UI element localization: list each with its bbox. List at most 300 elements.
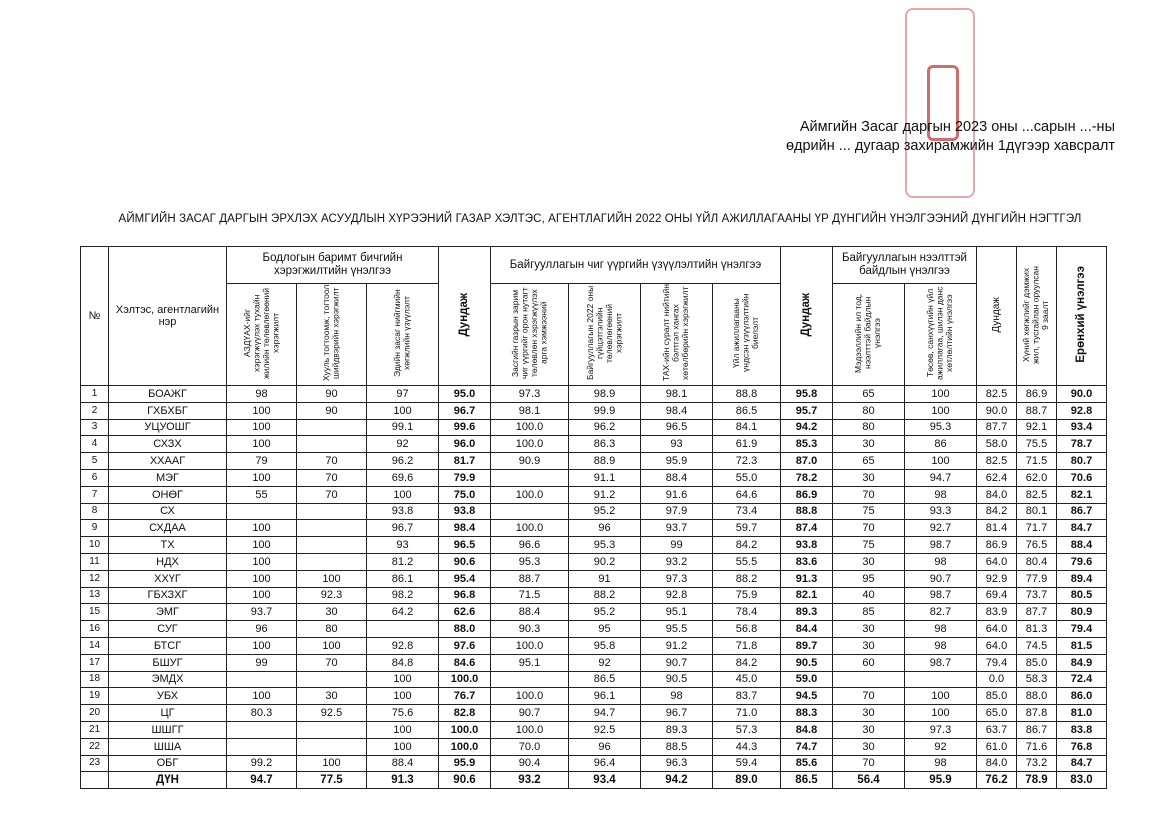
row-number-cell: 5 bbox=[81, 453, 109, 470]
score-cell: 73.7 bbox=[1017, 587, 1057, 604]
score-cell: 88.2 bbox=[713, 570, 781, 587]
score-cell: 70 bbox=[833, 486, 905, 503]
score-cell: 86.9 bbox=[977, 537, 1017, 554]
unit-name-cell: СУГ bbox=[109, 621, 227, 638]
score-cell: 100 bbox=[905, 402, 977, 419]
score-cell bbox=[905, 671, 977, 688]
score-cell: 83.9 bbox=[977, 604, 1017, 621]
row-number-cell: 22 bbox=[81, 738, 109, 755]
score-cell: 100.0 bbox=[491, 486, 569, 503]
group-openness-header: Байгууллагын нээлттэй байдлын үнэлгээ bbox=[833, 247, 977, 284]
table-row bbox=[81, 604, 1107, 621]
score-cell bbox=[297, 553, 367, 570]
row-number-cell: 9 bbox=[81, 520, 109, 537]
row-number-cell: 8 bbox=[81, 503, 109, 520]
document-header bbox=[786, 118, 1115, 156]
score-cell: 72.4 bbox=[1057, 671, 1107, 688]
score-cell: 97 bbox=[367, 386, 439, 403]
score-cell: 63.7 bbox=[977, 721, 1017, 738]
row-number-cell: 21 bbox=[81, 721, 109, 738]
unit-name-cell: НДХ bbox=[109, 553, 227, 570]
score-cell: 92.8 bbox=[1057, 402, 1107, 419]
score-cell: 83.0 bbox=[1057, 772, 1107, 789]
score-cell: 80.4 bbox=[1017, 553, 1057, 570]
score-cell: 88.5 bbox=[641, 738, 713, 755]
sub-header-3: Эдийн засаг нийгмийн хөгжлийн үзүүлэлт bbox=[367, 284, 439, 386]
score-cell: 95.9 bbox=[439, 755, 491, 772]
score-cell: 95.3 bbox=[491, 553, 569, 570]
score-cell: 100 bbox=[905, 386, 977, 403]
score-cell: 96.3 bbox=[641, 755, 713, 772]
score-cell: 100 bbox=[227, 469, 297, 486]
score-cell: 87.7 bbox=[1017, 604, 1057, 621]
score-cell: 84.9 bbox=[1057, 654, 1107, 671]
score-cell: 83.7 bbox=[713, 688, 781, 705]
score-cell: 86.5 bbox=[713, 402, 781, 419]
score-cell: 90.5 bbox=[781, 654, 833, 671]
row-number-cell: 15 bbox=[81, 604, 109, 621]
score-cell: 60 bbox=[833, 654, 905, 671]
score-cell: 55.5 bbox=[713, 553, 781, 570]
score-cell: 88.4 bbox=[641, 469, 713, 486]
score-cell: 81.7 bbox=[439, 453, 491, 470]
score-cell: 90.0 bbox=[977, 402, 1017, 419]
score-cell: 100 bbox=[297, 755, 367, 772]
score-cell: 91.6 bbox=[641, 486, 713, 503]
score-cell: 84.7 bbox=[1057, 520, 1107, 537]
score-cell bbox=[297, 721, 367, 738]
score-cell: 86.9 bbox=[1017, 386, 1057, 403]
score-cell: 86.9 bbox=[781, 486, 833, 503]
score-cell: 72.3 bbox=[713, 453, 781, 470]
score-cell bbox=[491, 503, 569, 520]
col-num-header: № bbox=[81, 247, 109, 386]
score-cell: 57.3 bbox=[713, 721, 781, 738]
unit-name-cell: СХДАА bbox=[109, 520, 227, 537]
score-cell: 98.7 bbox=[905, 654, 977, 671]
score-cell: 76.5 bbox=[1017, 537, 1057, 554]
score-cell: 100 bbox=[227, 688, 297, 705]
score-cell: 84.2 bbox=[713, 537, 781, 554]
row-number-cell: 13 bbox=[81, 587, 109, 604]
score-cell: 73.2 bbox=[1017, 755, 1057, 772]
table-row bbox=[81, 755, 1107, 772]
score-cell: 100 bbox=[227, 537, 297, 554]
score-cell: 90.7 bbox=[905, 570, 977, 587]
row-number-cell: 17 bbox=[81, 654, 109, 671]
score-cell: 81.0 bbox=[1057, 705, 1107, 722]
score-cell: 94.5 bbox=[781, 688, 833, 705]
score-cell: 94.7 bbox=[227, 772, 297, 789]
table-row bbox=[81, 419, 1107, 436]
score-cell: 75 bbox=[833, 503, 905, 520]
score-cell: 100 bbox=[227, 419, 297, 436]
score-cell: 96.7 bbox=[439, 402, 491, 419]
score-cell: 76.7 bbox=[439, 688, 491, 705]
score-cell: 87.4 bbox=[781, 520, 833, 537]
unit-name-cell: ХХҮГ bbox=[109, 570, 227, 587]
score-cell: 30 bbox=[833, 621, 905, 638]
score-cell: 88.3 bbox=[781, 705, 833, 722]
score-cell: 69.4 bbox=[977, 587, 1017, 604]
score-cell: 94.7 bbox=[569, 705, 641, 722]
row-number-cell: 16 bbox=[81, 621, 109, 638]
score-cell: 88.7 bbox=[1017, 402, 1057, 419]
unit-name-cell: ОБГ bbox=[109, 755, 227, 772]
score-cell: 44.3 bbox=[713, 738, 781, 755]
score-cell: 93 bbox=[641, 436, 713, 453]
score-cell: 92 bbox=[569, 654, 641, 671]
score-cell: 92.3 bbox=[297, 587, 367, 604]
score-cell: 84.8 bbox=[781, 721, 833, 738]
table-row bbox=[81, 469, 1107, 486]
table-row bbox=[81, 587, 1107, 604]
score-cell: 84.2 bbox=[977, 503, 1017, 520]
unit-name-cell: ХХААГ bbox=[109, 453, 227, 470]
score-cell: 95.9 bbox=[641, 453, 713, 470]
score-cell: 88.8 bbox=[713, 386, 781, 403]
score-cell bbox=[833, 671, 905, 688]
score-cell: 93.7 bbox=[227, 604, 297, 621]
score-cell: 100 bbox=[227, 553, 297, 570]
score-cell: 95.1 bbox=[491, 654, 569, 671]
score-cell: 90.2 bbox=[569, 553, 641, 570]
sub-header-5: Засгийн газрын зарим чиг үүргийг орон нутагт төлөвлөн хэрэгжүүлэх арга хэмжээний bbox=[491, 284, 569, 386]
row-number-cell: 6 bbox=[81, 469, 109, 486]
score-cell bbox=[297, 671, 367, 688]
score-cell: 58.0 bbox=[977, 436, 1017, 453]
score-cell: 30 bbox=[833, 469, 905, 486]
unit-name-cell: ЭМГ bbox=[109, 604, 227, 621]
score-cell: 61.9 bbox=[713, 436, 781, 453]
score-cell: 62.6 bbox=[439, 604, 491, 621]
score-cell: 90.3 bbox=[491, 621, 569, 638]
score-cell: 98 bbox=[905, 553, 977, 570]
score-cell: 100 bbox=[367, 402, 439, 419]
sub-header-2: Хууль тогтоомж, тогтоол шийдвэрийн хэрэгжилт bbox=[297, 284, 367, 386]
sub-header-11: Төсөв, санхүүгийн үйл ажиллагаа, шилэн данс хөтлөлтийн үнэлгээ bbox=[905, 284, 977, 386]
score-cell: 80 bbox=[833, 419, 905, 436]
score-cell: 78.4 bbox=[713, 604, 781, 621]
score-cell: 100 bbox=[297, 570, 367, 587]
score-cell: 86.5 bbox=[569, 671, 641, 688]
score-cell bbox=[227, 721, 297, 738]
score-cell: 97.6 bbox=[439, 637, 491, 654]
score-cell: 90.9 bbox=[491, 453, 569, 470]
score-cell: 59.4 bbox=[713, 755, 781, 772]
score-cell: 95.2 bbox=[569, 503, 641, 520]
score-cell: 77.5 bbox=[297, 772, 367, 789]
evaluation-table bbox=[80, 246, 1107, 789]
score-cell: 96.8 bbox=[439, 587, 491, 604]
score-cell: 95 bbox=[833, 570, 905, 587]
score-cell: 96.2 bbox=[569, 419, 641, 436]
score-cell: 90.6 bbox=[439, 772, 491, 789]
unit-name-cell: УЦУОШГ bbox=[109, 419, 227, 436]
score-cell: 65 bbox=[833, 453, 905, 470]
score-cell: 80.5 bbox=[1057, 587, 1107, 604]
score-cell: 88.9 bbox=[569, 453, 641, 470]
table-row bbox=[81, 553, 1107, 570]
unit-name-cell: БОАЖГ bbox=[109, 386, 227, 403]
score-cell: 74.5 bbox=[1017, 637, 1057, 654]
score-cell: 100 bbox=[227, 587, 297, 604]
official-stamp bbox=[905, 8, 975, 198]
score-cell: 84.0 bbox=[977, 755, 1017, 772]
score-cell: 86.7 bbox=[1017, 721, 1057, 738]
unit-name-cell: БШУГ bbox=[109, 654, 227, 671]
score-cell: 89.4 bbox=[1057, 570, 1107, 587]
score-cell: 79.4 bbox=[977, 654, 1017, 671]
unit-name-cell: БТСГ bbox=[109, 637, 227, 654]
score-cell: 97.3 bbox=[641, 570, 713, 587]
score-cell: 82.8 bbox=[439, 705, 491, 722]
table-row bbox=[81, 537, 1107, 554]
score-cell: 71.5 bbox=[491, 587, 569, 604]
score-cell: 98 bbox=[641, 688, 713, 705]
score-cell: 97.3 bbox=[491, 386, 569, 403]
score-cell: 93.8 bbox=[781, 537, 833, 554]
score-cell: 89.0 bbox=[713, 772, 781, 789]
score-cell: 93.8 bbox=[367, 503, 439, 520]
unit-name-cell: ТХ bbox=[109, 537, 227, 554]
table-row bbox=[81, 520, 1107, 537]
score-cell: 64.0 bbox=[977, 637, 1017, 654]
score-cell: 100.0 bbox=[491, 721, 569, 738]
score-cell: 99.9 bbox=[569, 402, 641, 419]
table-row bbox=[81, 386, 1107, 403]
score-cell: 96.5 bbox=[439, 537, 491, 554]
score-cell: 82.7 bbox=[905, 604, 977, 621]
score-cell: 93.4 bbox=[1057, 419, 1107, 436]
score-cell: 64.2 bbox=[367, 604, 439, 621]
score-cell: 84.8 bbox=[367, 654, 439, 671]
score-cell: 100.0 bbox=[491, 436, 569, 453]
score-cell: 80.9 bbox=[1057, 604, 1107, 621]
score-cell: 98 bbox=[905, 755, 977, 772]
score-cell: 98 bbox=[905, 486, 977, 503]
score-cell: 90.5 bbox=[641, 671, 713, 688]
score-cell: 91.2 bbox=[641, 637, 713, 654]
unit-name-cell: УБХ bbox=[109, 688, 227, 705]
score-cell: 79 bbox=[227, 453, 297, 470]
table-row bbox=[81, 738, 1107, 755]
table-row bbox=[81, 637, 1107, 654]
score-cell: 30 bbox=[833, 721, 905, 738]
score-cell: 80.3 bbox=[227, 705, 297, 722]
header-line-2: өдрийн ... дугаар захирамжийн 1дүгээр хавсралт bbox=[785, 138, 1115, 154]
score-cell bbox=[297, 503, 367, 520]
table-row bbox=[81, 436, 1107, 453]
score-cell: 70 bbox=[833, 688, 905, 705]
score-cell: 84.0 bbox=[977, 486, 1017, 503]
score-cell: 98.4 bbox=[439, 520, 491, 537]
score-cell bbox=[491, 671, 569, 688]
score-cell: 85.0 bbox=[1017, 654, 1057, 671]
score-cell: 91.2 bbox=[569, 486, 641, 503]
score-cell: 70 bbox=[297, 486, 367, 503]
score-cell: 100.0 bbox=[439, 671, 491, 688]
sub-header-13: Хүний хөгжлийг дэмжих жил, тусгайлан оруулсан 9 заалт bbox=[1017, 247, 1057, 386]
score-cell: 90.7 bbox=[491, 705, 569, 722]
score-cell: 82.5 bbox=[977, 453, 1017, 470]
score-cell: 75.5 bbox=[1017, 436, 1057, 453]
score-cell: 85.6 bbox=[781, 755, 833, 772]
score-cell: 92.8 bbox=[367, 637, 439, 654]
score-cell: 82.1 bbox=[1057, 486, 1107, 503]
score-cell: 78.2 bbox=[781, 469, 833, 486]
score-cell: 82.5 bbox=[977, 386, 1017, 403]
score-cell: 95.4 bbox=[439, 570, 491, 587]
score-cell: 30 bbox=[833, 637, 905, 654]
score-cell: 90 bbox=[297, 402, 367, 419]
score-cell: 88.4 bbox=[1057, 537, 1107, 554]
sub-header-8: Үйл ажиллагааны үндсэн үзүүлэлтийн биелэлт bbox=[713, 284, 781, 386]
score-cell: 69.6 bbox=[367, 469, 439, 486]
score-cell: 99 bbox=[227, 654, 297, 671]
score-cell: 89.3 bbox=[641, 721, 713, 738]
table-row bbox=[81, 453, 1107, 470]
score-cell: 96.7 bbox=[641, 705, 713, 722]
score-cell: 71.5 bbox=[1017, 453, 1057, 470]
row-number-cell: 1 bbox=[81, 386, 109, 403]
score-cell: 56.4 bbox=[833, 772, 905, 789]
table-row bbox=[81, 671, 1107, 688]
score-cell: 96 bbox=[569, 520, 641, 537]
score-cell: 93.7 bbox=[641, 520, 713, 537]
score-cell: 91.1 bbox=[569, 469, 641, 486]
score-cell: 81.3 bbox=[1017, 621, 1057, 638]
score-cell: 70 bbox=[833, 520, 905, 537]
score-cell: 100 bbox=[367, 486, 439, 503]
score-cell: 87.0 bbox=[781, 453, 833, 470]
sub-header-14: Ерөнхий үнэлгээ bbox=[1057, 247, 1107, 386]
score-cell: 80 bbox=[297, 621, 367, 638]
score-cell: 76.2 bbox=[977, 772, 1017, 789]
table-row bbox=[81, 705, 1107, 722]
table-row bbox=[81, 486, 1107, 503]
score-cell: 78.7 bbox=[1057, 436, 1107, 453]
score-cell: 88.8 bbox=[781, 503, 833, 520]
score-cell: 96 bbox=[569, 738, 641, 755]
unit-name-cell: СХЗХ bbox=[109, 436, 227, 453]
unit-name-cell: СХ bbox=[109, 503, 227, 520]
score-cell: 93.3 bbox=[905, 503, 977, 520]
score-cell bbox=[227, 671, 297, 688]
table-row bbox=[81, 503, 1107, 520]
table-row bbox=[81, 402, 1107, 419]
score-cell: 95.3 bbox=[905, 419, 977, 436]
score-cell: 93.2 bbox=[491, 772, 569, 789]
score-cell: 92.9 bbox=[977, 570, 1017, 587]
score-cell bbox=[491, 469, 569, 486]
score-cell: 88.4 bbox=[491, 604, 569, 621]
score-cell: 75.6 bbox=[367, 705, 439, 722]
score-cell: 98.1 bbox=[491, 402, 569, 419]
score-cell: 93.8 bbox=[439, 503, 491, 520]
score-cell: 96.6 bbox=[491, 537, 569, 554]
score-cell: 95.8 bbox=[781, 386, 833, 403]
score-cell: 71.8 bbox=[713, 637, 781, 654]
score-cell: 71.6 bbox=[1017, 738, 1057, 755]
score-cell: 96.0 bbox=[439, 436, 491, 453]
score-cell: 55.0 bbox=[713, 469, 781, 486]
score-cell: 80.7 bbox=[1057, 453, 1107, 470]
score-cell: 86.0 bbox=[1057, 688, 1107, 705]
sub-header-12: Дундаж bbox=[977, 247, 1017, 386]
score-cell: 86.7 bbox=[1057, 503, 1107, 520]
score-cell: 62.4 bbox=[977, 469, 1017, 486]
score-cell: 89.3 bbox=[781, 604, 833, 621]
row-number-cell: 18 bbox=[81, 671, 109, 688]
score-cell: 30 bbox=[833, 738, 905, 755]
score-cell: 89.7 bbox=[781, 637, 833, 654]
score-cell: 95.0 bbox=[439, 386, 491, 403]
score-cell: 98.9 bbox=[569, 386, 641, 403]
score-cell: 88.0 bbox=[439, 621, 491, 638]
score-cell: 62.0 bbox=[1017, 469, 1057, 486]
score-cell: 98.1 bbox=[641, 386, 713, 403]
table-row bbox=[81, 654, 1107, 671]
score-cell: 64.0 bbox=[977, 621, 1017, 638]
score-cell: 91 bbox=[569, 570, 641, 587]
unit-name-cell: ОНӨГ bbox=[109, 486, 227, 503]
score-cell: 91.3 bbox=[781, 570, 833, 587]
group-function-header: Байгууллагын чиг үүргийн үзүүлэлтийн үнэлгээ bbox=[491, 247, 781, 284]
score-cell: 95.9 bbox=[905, 772, 977, 789]
score-cell bbox=[297, 436, 367, 453]
score-cell: 93 bbox=[367, 537, 439, 554]
row-number-cell: 11 bbox=[81, 553, 109, 570]
score-cell: 90.6 bbox=[439, 553, 491, 570]
score-cell: 92 bbox=[367, 436, 439, 453]
score-cell: 58.3 bbox=[1017, 671, 1057, 688]
header-line-1: Аймгийн Засаг даргын 2023 оны ...сарын ...-ны bbox=[799, 119, 1115, 135]
score-cell: 71.7 bbox=[1017, 520, 1057, 537]
score-cell: 92.8 bbox=[641, 587, 713, 604]
score-cell: 98 bbox=[227, 386, 297, 403]
score-cell: 90 bbox=[297, 386, 367, 403]
score-cell: 95.1 bbox=[641, 604, 713, 621]
score-cell: 94.7 bbox=[905, 469, 977, 486]
score-cell: 100.0 bbox=[439, 738, 491, 755]
score-cell: 90.0 bbox=[1057, 386, 1107, 403]
score-cell: 95.7 bbox=[781, 402, 833, 419]
score-cell: 96.2 bbox=[367, 453, 439, 470]
score-cell: 92 bbox=[905, 738, 977, 755]
score-cell: 73.4 bbox=[713, 503, 781, 520]
score-cell: 30 bbox=[297, 604, 367, 621]
score-cell: 95.2 bbox=[569, 604, 641, 621]
score-cell: 94.2 bbox=[641, 772, 713, 789]
document-title: АЙМГИЙН ЗАСАГ ДАРГЫН ЭРХЛЭХ АСУУДЛЫН ХҮРЭЭНИЙ ГАЗАР ХЭЛТЭС, АГЕНТЛАГИЙН 2022 ОНЫ ҮЙЛ АЖИЛЛАГААНЫ ҮР ДҮНГИЙН ҮНЭЛГЭЭНИЙ ДҮНГИЙН НЭГТГЭЛ bbox=[118, 213, 1082, 225]
score-cell: 87.8 bbox=[1017, 705, 1057, 722]
table-row bbox=[81, 570, 1107, 587]
row-number-cell: 2 bbox=[81, 402, 109, 419]
score-cell: 75.9 bbox=[713, 587, 781, 604]
score-cell: 80.1 bbox=[1017, 503, 1057, 520]
score-cell: 99.2 bbox=[227, 755, 297, 772]
score-cell: 70 bbox=[833, 755, 905, 772]
score-cell: 94.2 bbox=[781, 419, 833, 436]
score-cell: 100 bbox=[905, 688, 977, 705]
score-cell: 92.5 bbox=[297, 705, 367, 722]
score-cell: 0.0 bbox=[977, 671, 1017, 688]
score-cell: 70 bbox=[297, 453, 367, 470]
unit-name-cell: ШШГГ bbox=[109, 721, 227, 738]
sub-header-10: Мэдээллийн ил тод, нээлттэй байдлын үнэлгээ bbox=[833, 284, 905, 386]
score-cell: 96.7 bbox=[367, 520, 439, 537]
